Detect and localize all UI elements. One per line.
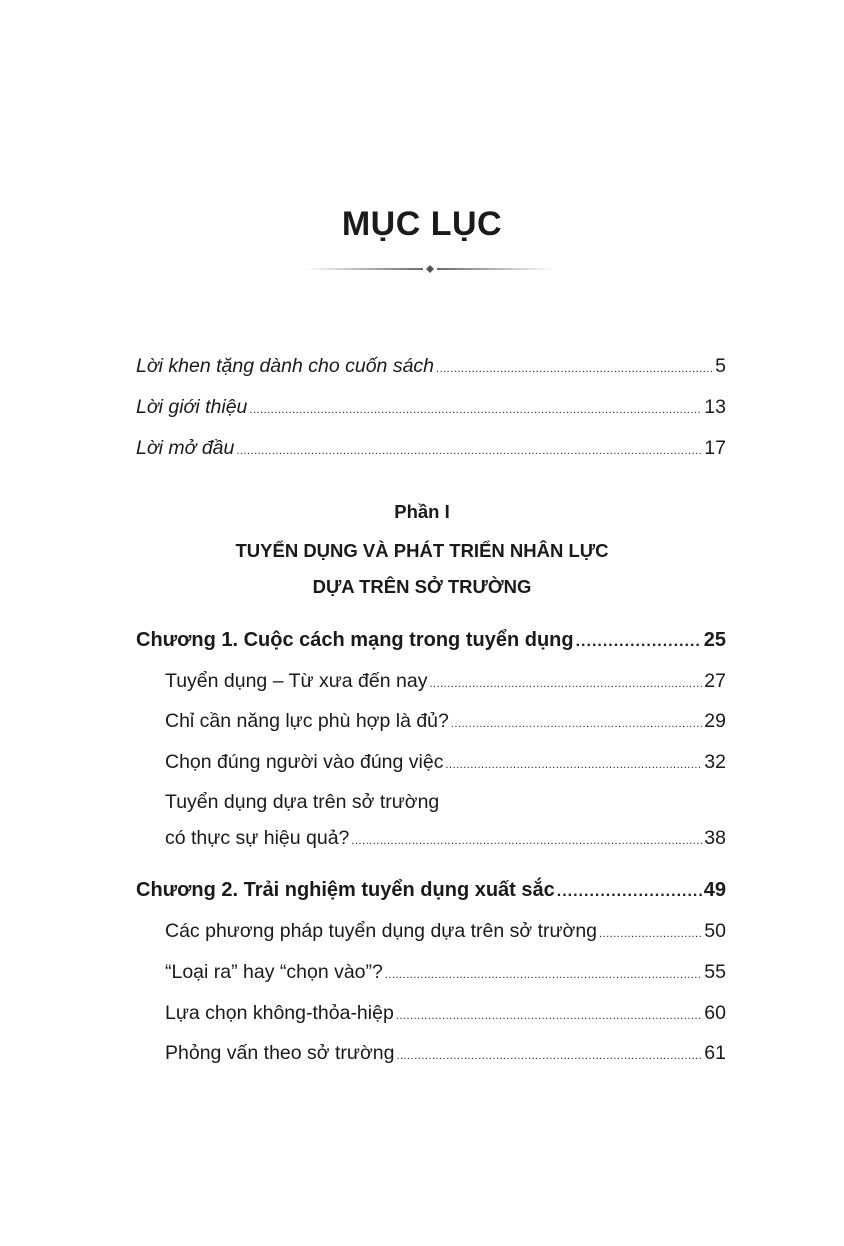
dot-leader: [576, 629, 702, 655]
toc-page-number: 27: [704, 670, 726, 692]
toc-entry-label: Lời mở đầu: [136, 437, 235, 459]
part-title-line-1: TUYỂN DỤNG VÀ PHÁT TRIỂN NHÂN LỰC: [235, 540, 609, 561]
toc-section[interactable]: [165, 1040, 726, 1069]
dot-leader: [351, 828, 702, 854]
toc-section[interactable]: [165, 825, 726, 854]
toc-entry-introduction[interactable]: [136, 394, 726, 423]
toc-chapter-label: Chương 1. Cuộc cách mạng trong tuyển dụng: [136, 629, 574, 651]
toc-page-number: 50: [704, 920, 726, 942]
toc-page-number: 32: [704, 751, 726, 773]
dot-leader: [396, 1003, 702, 1029]
dot-leader: [599, 921, 702, 947]
toc-section[interactable]: [165, 708, 726, 737]
dot-leader: [249, 397, 702, 423]
toc-chapter-label: Chương 2. Trải nghiệm tuyển dụng xuất sắc: [136, 879, 555, 901]
toc-section[interactable]: [165, 1000, 726, 1029]
toc-entry-foreword[interactable]: [136, 435, 726, 464]
toc-section-label: Chỉ cần năng lực phù hợp là đủ?: [165, 710, 449, 732]
toc-section[interactable]: [165, 668, 726, 697]
dot-leader: [436, 356, 713, 382]
dot-leader: [396, 1043, 702, 1069]
dot-leader: [429, 671, 702, 697]
toc-page-number: 61: [704, 1042, 726, 1064]
toc-chapter-1[interactable]: [136, 627, 726, 655]
toc-entry-label: Lời giới thiệu: [136, 396, 248, 418]
page-title: MỤC LỤC: [341, 205, 503, 243]
toc-section-label: Tuyển dụng – Từ xưa đến nay: [165, 670, 428, 692]
toc-page-number: 5: [715, 355, 726, 377]
dot-leader: [236, 438, 702, 464]
part-title-line-2: DỰA TRÊN SỞ TRƯỜNG: [312, 576, 532, 597]
toc-section[interactable]: [165, 959, 726, 988]
toc-page-number: 49: [703, 879, 726, 901]
toc-chapter-2[interactable]: [136, 877, 726, 905]
toc-section[interactable]: [165, 918, 726, 947]
toc-page-number: 55: [704, 961, 726, 983]
toc-section[interactable]: [165, 749, 726, 778]
toc-section-label: Chọn đúng người vào đúng việc: [165, 751, 444, 773]
dot-leader: [557, 879, 702, 905]
title-divider-ornament: [305, 264, 555, 274]
part-name: Phần I: [394, 501, 450, 522]
toc-section-label-line-1[interactable]: Tuyển dụng dựa trên sở trường: [165, 791, 440, 813]
toc-section-label: Lựa chọn không-thỏa-hiệp: [165, 1002, 394, 1024]
toc-section-label: Các phương pháp tuyển dụng dựa trên sở trường: [165, 920, 598, 942]
toc-page-number: 25: [703, 629, 726, 651]
toc-page-number: 29: [704, 710, 726, 732]
toc-page-number: 38: [704, 827, 726, 849]
toc-entry-label: Lời khen tặng dành cho cuốn sách: [136, 355, 435, 377]
dot-leader: [451, 711, 702, 737]
toc-page-number: 60: [704, 1002, 726, 1024]
toc-section-label: “Loại ra” hay “chọn vào”?: [165, 961, 383, 983]
toc-page-number: 13: [704, 396, 726, 418]
dot-leader: [385, 962, 702, 988]
toc-entry-praise[interactable]: [136, 353, 726, 382]
toc-section-label: có thực sự hiệu quả?: [165, 827, 350, 849]
toc-page-number: 17: [704, 437, 726, 459]
toc-section-label: Phỏng vấn theo sở trường: [165, 1042, 395, 1064]
dot-leader: [445, 752, 702, 778]
